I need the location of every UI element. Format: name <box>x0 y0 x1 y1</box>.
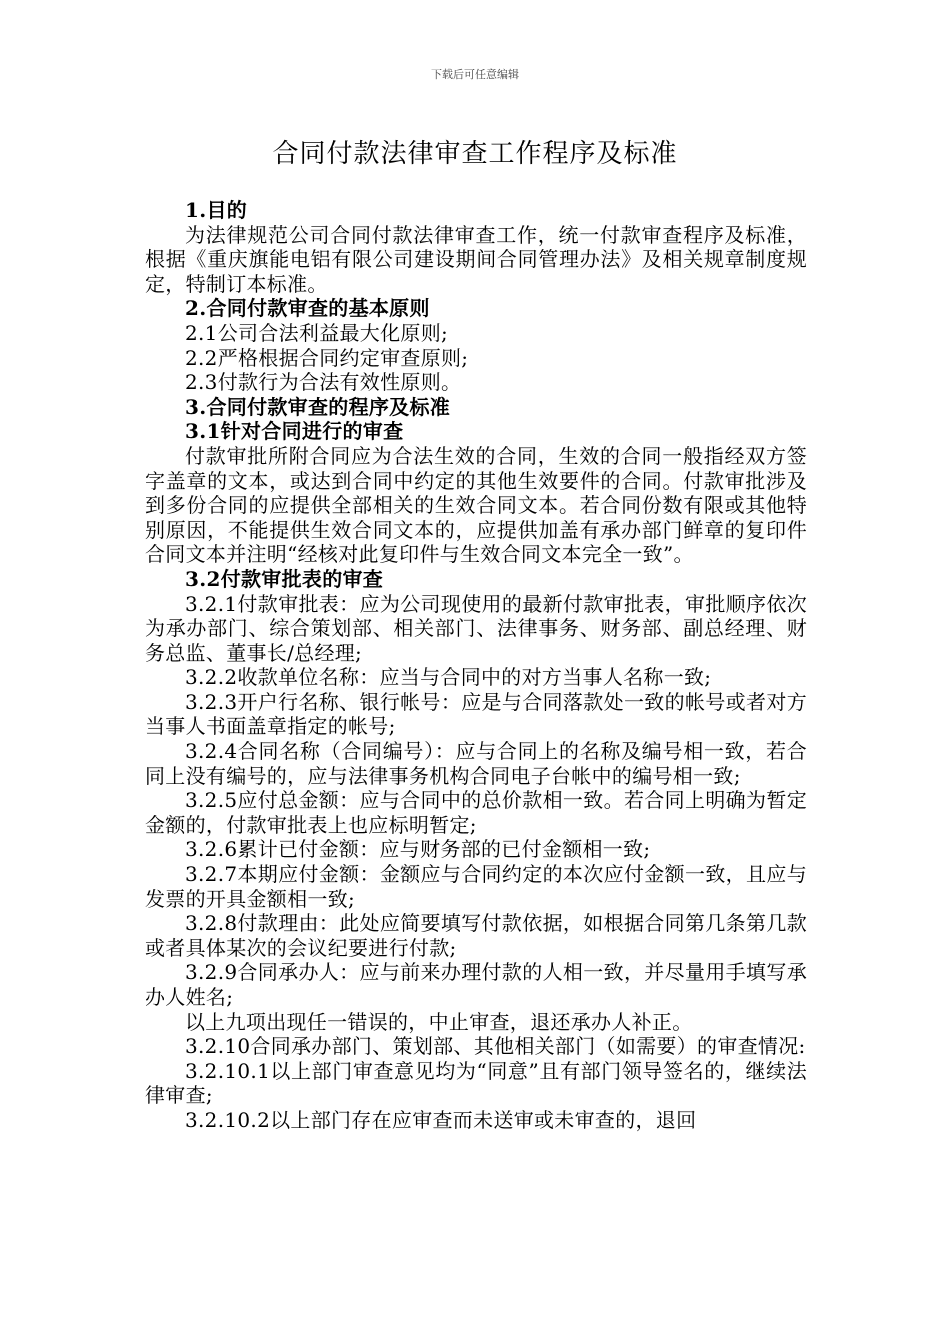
paragraph: 3.2.6累计已付金额：应与财务部的已付金额相一致; <box>185 837 651 862</box>
paragraph: 2.1公司合法利益最大化原则; <box>185 320 449 345</box>
paragraph: 3.2.8付款理由：此处应简要填写付款依据，如根据合同第几条第几款或者具体某次的会议纪要进行付款; <box>145 911 807 960</box>
paragraph: 3.2.7本期应付金额：金额应与合同约定的本次应付金额一致，且应与发票的开具金额相一致; <box>145 862 807 911</box>
document-body <box>145 198 807 1133</box>
paragraph: 付款审批所附合同应为合法生效的合同，生效的合同一般指经双方签字盖章的文本，或达到合同中约定的其他生效要件的合同。付款审批涉及到多份合同的应提供全部相关的生效合同文本。若合同份数有限或其他特别原因，不能提供生效合同文本的，应提供加盖有承办部门鲜章的复印件合同文本并注明“经核对此复印件与生效合同文本完全一致”。 <box>145 443 807 567</box>
paragraph: 为法律规范公司合同付款法律审查工作，统一付款审查程序及标准，根据《重庆旗能电铝有限公司建设期间合同管理办法》及相关规章制度规定，特制订本标准。 <box>145 222 807 296</box>
paragraph: 以上九项出现任一错误的，中止审查，退还承办人补正。 <box>185 1009 693 1034</box>
paragraph: 2.3付款行为合法有效性原则。 <box>185 370 462 395</box>
paragraph: 3.2.10.1以上部门审查意见均为“同意”且有部门领导签名的，继续法律审查; <box>145 1058 807 1108</box>
section-heading: 3.2付款审批表的审查 <box>185 566 384 591</box>
paragraph: 3.2.4合同名称（合同编号）：应与合同上的名称及编号相一致，若合同上没有编号的，应与法律事务机构合同电子台帐中的编号相一致; <box>145 739 807 788</box>
paragraph: 3.2.9合同承办人：应与前来办理付款的人相一致，并尽量用手填写承办人姓名; <box>145 960 807 1009</box>
section-heading: 3.1针对合同进行的审查 <box>185 419 404 444</box>
section-heading: 1.目的 <box>185 198 248 222</box>
section-heading: 2.合同付款审查的基本原则 <box>185 296 430 321</box>
header-note: 下载后可任意编辑 <box>431 68 519 81</box>
paragraph: 2.2严格根据合同约定审查原则; <box>185 345 469 370</box>
paragraph: 3.2.10合同承办部门、策划部、其他相关部门（如需要）的审查情况: <box>185 1034 806 1059</box>
paragraph: 3.2.1付款审批表：应为公司现使用的最新付款审批表，审批顺序依次为承办部门、综合策划部、相关部门、法律事务、财务部、副总经理、财务总监、董事长/总经理; <box>145 591 807 665</box>
paragraph: 3.2.3开户行名称、银行帐号：应是与合同落款处一致的帐号或者对方当事人书面盖章指定的帐号; <box>145 689 807 739</box>
paragraph: 3.2.10.2以上部门存在应审查而未送审或未审查的，退回 <box>185 1107 697 1132</box>
section-heading: 3.合同付款审查的程序及标准 <box>185 394 451 419</box>
paragraph: 3.2.2收款单位名称：应当与合同中的对方当事人名称一致; <box>185 665 712 690</box>
document-title: 合同付款法律审查工作程序及标准 <box>272 139 678 169</box>
paragraph: 3.2.5应付总金额：应与合同中的总价款相一致。若合同上明确为暂定金额的，付款审批表上也应标明暂定; <box>145 788 807 837</box>
